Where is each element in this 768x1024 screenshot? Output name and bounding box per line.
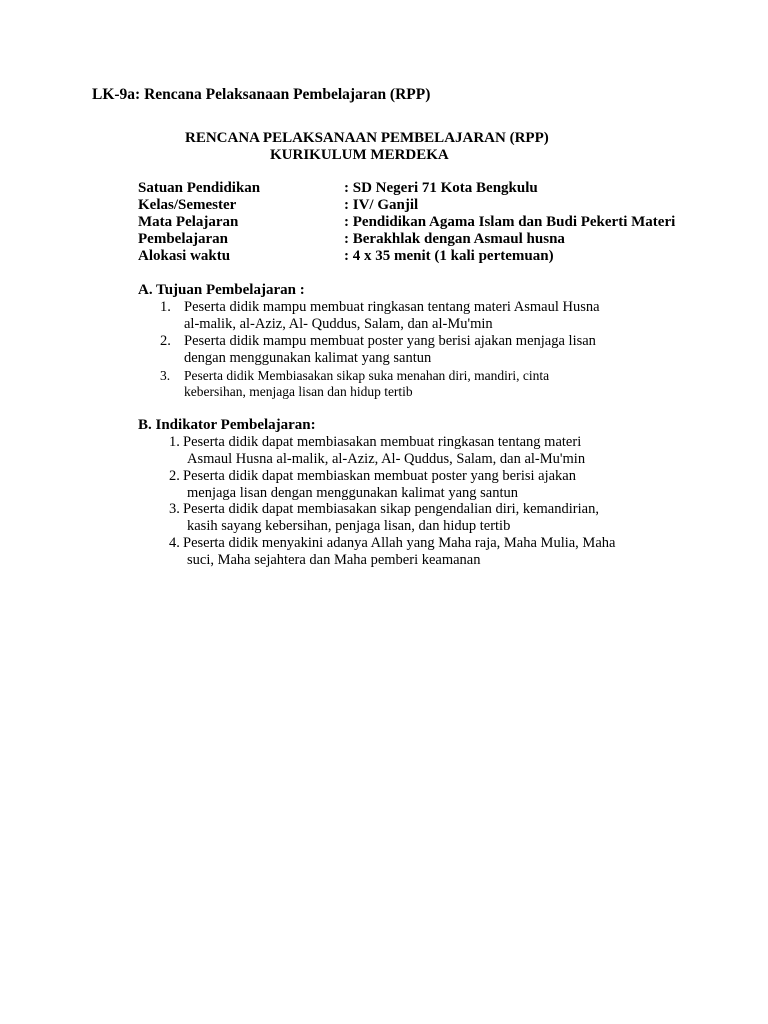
item-text-cont: suci, Maha sejahtera dan Maha pemberi keamanan — [187, 552, 481, 568]
identity-value: : Berakhlak dengan Asmaul husna — [344, 231, 565, 247]
item-text-cont: dengan menggunakan kalimat yang santun — [184, 350, 432, 366]
identity-value: : 4 x 35 menit (1 kali pertemuan) — [344, 248, 554, 264]
identity-label: Mata Pelajaran — [138, 214, 239, 230]
identity-value: : Pendidikan Agama Islam dan Budi Pekerti Materi — [344, 214, 676, 230]
item-text: Peserta didik dapat membiasakan membuat ringkasan tentang materi — [183, 434, 582, 450]
identity-value: : IV/ Ganjil — [344, 197, 419, 213]
item-number: 4. — [169, 535, 180, 551]
item-number: 1. — [160, 299, 171, 315]
item-number: 2. — [160, 333, 171, 349]
item-number: 3. — [160, 368, 171, 383]
lk-title: LK-9a: Rencana Pelaksanaan Pembelajaran (RPP) — [92, 86, 431, 103]
identity-label: Satuan Pendidikan — [138, 180, 261, 196]
item-number: 3. — [169, 501, 180, 517]
item-number: 1. — [169, 434, 180, 450]
indikator-heading: B. Indikator Pembelajaran: — [138, 417, 316, 433]
item-text: Peserta didik dapat membiaskan membuat poster yang berisi ajakan — [183, 468, 576, 484]
item-text: Peserta didik Membiasakan sikap suka menahan diri, mandiri, cinta — [184, 368, 550, 383]
item-text-cont: kebersihan, menjaga lisan dan hidup tertib — [184, 384, 413, 399]
identity-label: Pembelajaran — [138, 231, 228, 247]
item-text: Peserta didik mampu membuat poster yang berisi ajakan menjaga lisan — [184, 333, 596, 349]
identity-value: : SD Negeri 71 Kota Bengkulu — [344, 180, 538, 196]
identity-label: Alokasi waktu — [138, 248, 231, 264]
item-text: Peserta didik dapat membiasakan sikap pengendalian diri, kemandirian, — [183, 501, 599, 517]
tujuan-heading: A. Tujuan Pembelajaran : — [138, 282, 305, 298]
identity-label: Kelas/Semester — [138, 197, 237, 213]
document-title-line2: KURIKULUM MERDEKA — [270, 147, 449, 163]
item-text-cont: menjaga lisan dengan menggunakan kalimat yang santun — [187, 485, 518, 501]
item-text: Peserta didik mampu membuat ringkasan tentang materi Asmaul Husna — [184, 299, 600, 315]
document-title-line1: RENCANA PELAKSANAAN PEMBELAJARAN (RPP) — [185, 130, 549, 146]
item-number: 2. — [169, 468, 180, 484]
item-text: Peserta didik menyakini adanya Allah yang Maha raja, Maha Mulia, Maha — [183, 535, 616, 551]
item-text-cont: kasih sayang kebersihan, penjaga lisan, dan hidup tertib — [187, 518, 511, 534]
item-text-cont: Asmaul Husna al-malik, al-Aziz, Al- Quddus, Salam, dan al-Mu'min — [187, 451, 586, 467]
item-text-cont: al-malik, al-Aziz, Al- Quddus, Salam, dan al-Mu'min — [184, 316, 493, 332]
